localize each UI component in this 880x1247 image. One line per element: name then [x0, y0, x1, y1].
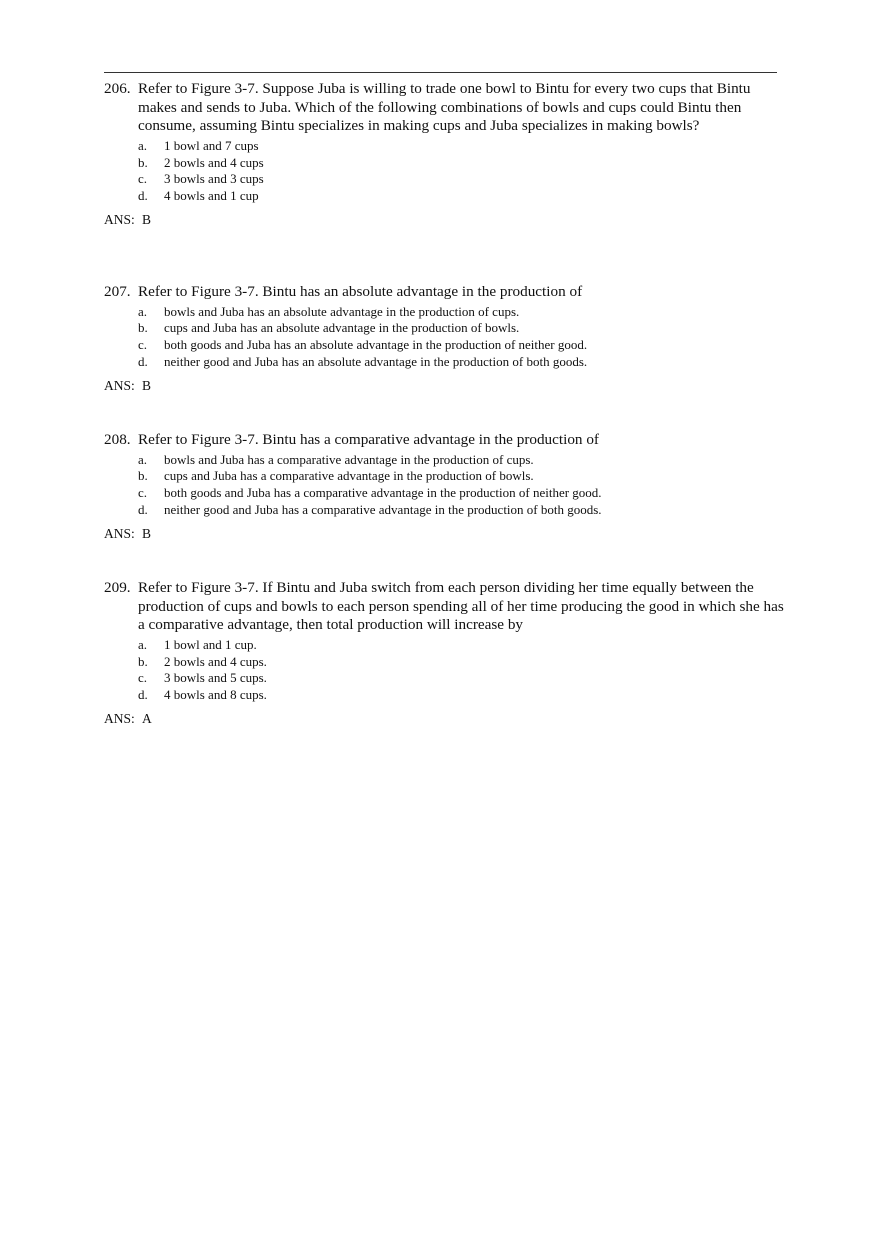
option-c	[138, 337, 784, 354]
question-number: 209.	[104, 579, 131, 596]
option-letter: c.	[138, 485, 148, 501]
option-c	[138, 171, 784, 188]
option-text: 3 bowls and 5 cups.	[164, 670, 267, 686]
option-text: 2 bowls and 4 cups.	[164, 653, 267, 669]
answer-value: A	[142, 710, 152, 726]
answer-options	[104, 138, 784, 205]
option-letter: c.	[138, 171, 148, 187]
option-d	[138, 687, 784, 704]
option-a	[138, 138, 784, 155]
question-208	[104, 431, 784, 542]
option-b	[138, 320, 784, 337]
option-letter: d.	[138, 687, 148, 703]
answer-line	[104, 212, 784, 228]
option-b	[138, 468, 784, 485]
answer-options	[104, 637, 784, 704]
option-text: 4 bowls and 1 cup	[164, 188, 259, 204]
option-letter: c.	[138, 670, 148, 686]
option-d	[138, 354, 784, 371]
option-letter: b.	[138, 653, 148, 669]
question-stem	[104, 283, 784, 302]
option-text: both goods and Juba has an absolute advantage in the production of neither good.	[164, 337, 588, 353]
question-stem	[104, 431, 784, 450]
option-letter: c.	[138, 337, 148, 353]
option-a	[138, 452, 784, 469]
question-text: Refer to Figure 3-7. Bintu has an absolute advantage in the production of	[138, 283, 583, 300]
answer-label: ANS:	[104, 710, 135, 726]
option-b	[138, 155, 784, 172]
option-letter: a.	[138, 303, 148, 319]
option-text: cups and Juba has an absolute advantage in the production of bowls.	[164, 320, 520, 336]
option-c	[138, 670, 784, 687]
option-letter: d.	[138, 353, 148, 369]
question-text: Refer to Figure 3-7. Bintu has a comparative advantage in the production of	[138, 431, 599, 448]
option-b	[138, 654, 784, 671]
option-text: bowls and Juba has a comparative advantage in the production of cups.	[164, 451, 534, 467]
option-a	[138, 304, 784, 321]
option-letter: a.	[138, 451, 148, 467]
answer-line	[104, 526, 784, 542]
answer-options	[104, 304, 784, 371]
answer-value: B	[142, 211, 152, 227]
option-text: 3 bowls and 3 cups	[164, 171, 264, 187]
option-letter: d.	[138, 188, 148, 204]
option-letter: d.	[138, 501, 148, 517]
option-letter: b.	[138, 320, 148, 336]
option-text: 1 bowl and 7 cups	[164, 137, 259, 153]
option-text: 2 bowls and 4 cups	[164, 154, 264, 170]
option-text: 1 bowl and 1 cup.	[164, 636, 257, 652]
option-text: both goods and Juba has a comparative advantage in the production of neither good.	[164, 485, 602, 501]
option-text: cups and Juba has a comparative advantage in the production of bowls.	[164, 468, 534, 484]
answer-label: ANS:	[104, 525, 135, 541]
question-206	[104, 80, 784, 228]
question-number: 206.	[104, 80, 131, 97]
option-letter: b.	[138, 468, 148, 484]
answer-options	[104, 452, 784, 519]
option-letter: a.	[138, 636, 148, 652]
answer-label: ANS:	[104, 211, 135, 227]
answer-value: B	[142, 377, 152, 393]
option-letter: b.	[138, 154, 148, 170]
option-d	[138, 188, 784, 205]
answer-line	[104, 711, 784, 727]
option-text: neither good and Juba has a comparative advantage in the production of both goods.	[164, 501, 602, 517]
answer-value: B	[142, 525, 152, 541]
option-a	[138, 637, 784, 654]
question-209	[104, 579, 784, 727]
question-number: 207.	[104, 283, 131, 300]
header-rule	[104, 72, 777, 73]
option-text: 4 bowls and 8 cups.	[164, 687, 267, 703]
question-number: 208.	[104, 431, 131, 448]
question-207	[104, 283, 784, 394]
option-d	[138, 502, 784, 519]
question-stem	[104, 80, 784, 136]
option-text: bowls and Juba has an absolute advantage in the production of cups.	[164, 303, 520, 319]
question-text: Refer to Figure 3-7. If Bintu and Juba switch from each person dividing her time equally between the production of cups and bowls to each person spending all of her time producing the good in which she has a comparative advantage, then total production will increase by	[138, 579, 784, 634]
question-stem	[104, 579, 784, 635]
option-c	[138, 485, 784, 502]
question-text: Refer to Figure 3-7. Suppose Juba is willing to trade one bowl to Bintu for every two cups that Bintu makes and sends to Juba. Which of the following combinations of bowls and cups could Bintu then consume, assuming Bintu specializes in making cups and Juba specializes in making bowls?	[138, 80, 751, 135]
answer-line	[104, 378, 784, 394]
answer-label: ANS:	[104, 377, 135, 393]
option-letter: a.	[138, 137, 148, 153]
option-text: neither good and Juba has an absolute advantage in the production of both goods.	[164, 353, 588, 369]
